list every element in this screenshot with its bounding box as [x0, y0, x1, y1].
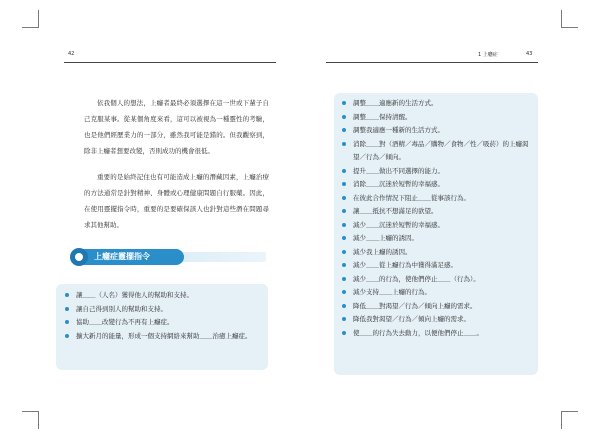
command-text: 減少＿＿的行為，使他們停止＿＿（行為）。: [353, 274, 480, 283]
command-item: [342, 327, 532, 341]
command-item: [342, 273, 532, 287]
crop-mark: [562, 27, 578, 28]
left-page-number: 42: [68, 51, 75, 57]
bullet-icon: [65, 307, 69, 311]
bullet-icon: [65, 334, 69, 338]
bullet-icon: [342, 115, 346, 119]
command-text: 減少＿＿上癮的誘因。: [353, 234, 418, 242]
left-header-rule: [64, 62, 276, 63]
right-page-number: 43: [526, 51, 533, 57]
command-text: 在彼此合作情況下阻止＿＿從事該行為。: [353, 193, 470, 202]
bullet-icon: [342, 317, 346, 321]
bullet-icon: [342, 304, 346, 308]
command-item: [342, 97, 532, 111]
command-item: [65, 289, 261, 303]
command-item: [65, 303, 261, 317]
command-text: 消除＿＿對（酒精／毒品／購物／食物／性／吸菸）的上癮渴望／行為／傾向。: [353, 139, 529, 161]
command-text: 調整＿＿適應新的生活方式。: [353, 99, 438, 107]
command-text: 減少支持＿＿上癮的行為。: [353, 288, 431, 296]
command-item: [342, 300, 532, 314]
section-title: 上癮症靈擺指令: [94, 252, 150, 261]
command-item: [342, 259, 532, 273]
command-item: [342, 178, 532, 192]
bullet-icon: [342, 263, 346, 267]
running-head: 1 上癮症: [478, 52, 498, 58]
crop-mark: [561, 10, 562, 28]
banner-circle-icon: [70, 248, 88, 266]
crop-mark: [561, 411, 562, 429]
command-item: [342, 205, 532, 219]
command-item: [342, 192, 532, 206]
body-paragraph: 重要的是始終記住也有可能造成上癮的潛藏因素，上癮治療的方法通常是針對精神、身體或心理健康問題自行服藥。因此，在使用靈擺指令時，重要的是要確保該人也針對這些潛在問題尋求其他幫助。: [84, 173, 269, 229]
command-text: 擴大新月的能量，形成一個支持網絡來幫助＿＿治癒上癮症。: [76, 331, 252, 340]
command-item: [342, 124, 532, 138]
bullet-icon: [342, 169, 346, 173]
command-text: 讓＿＿抵抗不想滿足的欲望。: [353, 207, 438, 215]
commands-box-right: [334, 93, 538, 375]
command-text: 減少我上癮的誘因。: [353, 247, 412, 256]
bullet-icon: [342, 128, 346, 132]
command-item: [342, 246, 532, 260]
command-item: [342, 165, 532, 179]
section-banner: [70, 248, 266, 266]
command-item: [342, 286, 532, 300]
bullet-icon: [342, 142, 346, 146]
command-text: 調整我適應一種新的生活方式。: [353, 126, 444, 134]
command-text: 降低我對渴望／行為／傾向上癮的需求。: [353, 315, 470, 323]
command-item: [342, 111, 532, 125]
bullet-icon: [65, 320, 69, 324]
command-text: 調整＿＿保持清醒。: [353, 112, 412, 121]
command-text: 使＿＿的行為失去動力，以便他們停止＿＿。: [353, 328, 483, 337]
crop-mark: [22, 27, 38, 28]
command-text: 減少＿＿從上癮行為中獲得滿足感。: [353, 261, 457, 269]
bullet-icon: [342, 277, 346, 281]
bullet-icon: [342, 223, 346, 227]
command-item: [342, 313, 532, 327]
body-paragraph: 依我個人的想法，上癮者最終必須選擇在這一世或下輩子自己克服某事。從某個角度來看，這可以被視為一種靈性的考驗，也是他們經歷業力的一部分，雖然我可能是錯的。但我觀察到，除非上癮者想要改變，否則成功的機會很低。: [84, 99, 269, 155]
command-item: [342, 232, 532, 246]
bullet-icon: [342, 182, 346, 186]
right-header-rule: [326, 62, 538, 63]
command-text: 提升＿＿做出不同選擇的能力。: [353, 166, 444, 175]
crop-mark: [38, 411, 39, 429]
bullet-icon: [342, 331, 346, 335]
command-text: 讓自己得到別人的幫助和支持。: [76, 304, 167, 313]
command-text: 協助＿＿改變行為不再有上癮症。: [76, 318, 174, 326]
command-text: 減少＿＿沉迷於短暫的幸福感。: [353, 220, 444, 229]
command-item: [342, 138, 532, 165]
crop-mark: [38, 10, 39, 28]
bullet-icon: [342, 236, 346, 240]
command-item: [342, 219, 532, 233]
command-text: 降低＿＿對渴望／行為／傾向上癮的需求。: [353, 301, 477, 310]
command-text: 消除＿＿沉迷於短暫的幸福感。: [353, 180, 444, 188]
bullet-icon: [342, 101, 346, 105]
crop-mark: [22, 411, 38, 412]
command-item: [65, 316, 261, 330]
bullet-icon: [342, 196, 346, 200]
bullet-icon: [342, 290, 346, 294]
bullet-icon: [342, 209, 346, 213]
bullet-icon: [342, 250, 346, 254]
command-text: 讓＿＿（人名）獲得他人的幫助和支持。: [76, 291, 193, 299]
commands-box-left: [56, 284, 268, 370]
command-item: [65, 330, 261, 344]
bullet-icon: [65, 293, 69, 297]
crop-mark: [562, 411, 578, 412]
